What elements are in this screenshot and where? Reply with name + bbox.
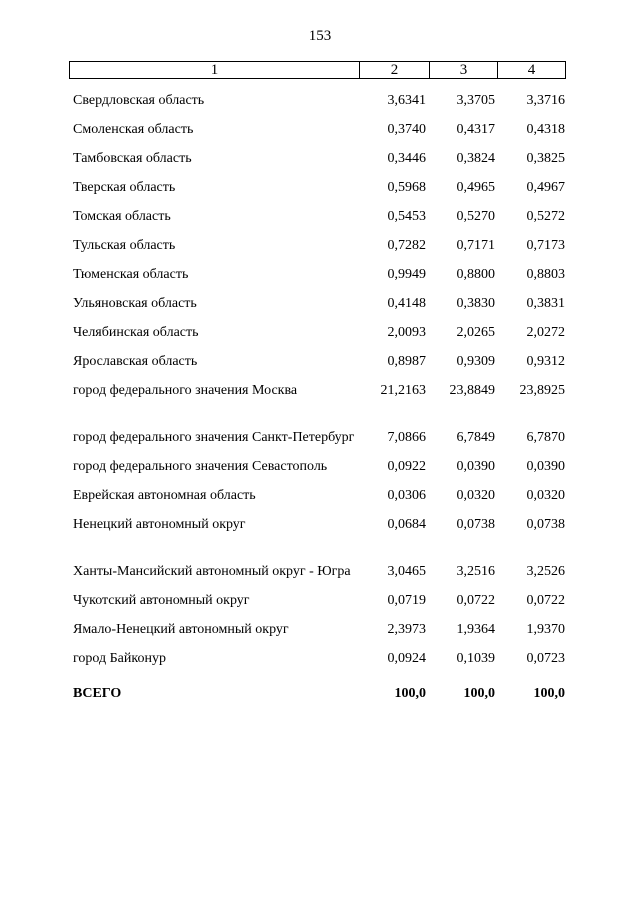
value-col-4: 3,3716 — [526, 93, 565, 108]
total-label: ВСЕГО — [73, 686, 122, 701]
value-col-3: 0,0320 — [456, 488, 495, 503]
value-col-2: 0,7282 — [387, 238, 426, 253]
value-col-4: 0,0722 — [526, 593, 565, 608]
region-name: Челябинская область — [73, 325, 199, 340]
table-header — [69, 61, 566, 79]
value-col-2: 0,3446 — [387, 151, 426, 166]
value-col-2: 0,5968 — [387, 180, 426, 195]
total-col-4: 100,0 — [533, 686, 565, 701]
value-col-4: 3,2526 — [526, 564, 565, 579]
table-row — [73, 345, 568, 374]
table-row — [73, 450, 568, 479]
value-col-2: 3,0465 — [387, 564, 426, 579]
region-name: Тамбовская область — [73, 151, 192, 166]
header-col-3: 3 — [430, 62, 498, 78]
value-col-2: 0,9949 — [387, 267, 426, 282]
value-col-3: 3,3705 — [456, 93, 495, 108]
region-name: город Байконур — [73, 651, 166, 666]
value-col-3: 0,8800 — [456, 267, 495, 282]
value-col-3: 0,0390 — [456, 459, 495, 474]
value-col-2: 0,0924 — [387, 651, 426, 666]
header-col-2: 2 — [360, 62, 430, 78]
value-col-4: 0,9312 — [526, 354, 565, 369]
value-col-2: 0,3740 — [387, 122, 426, 137]
region-name: город федерального значения Москва — [73, 383, 298, 398]
value-col-3: 3,2516 — [456, 564, 495, 579]
value-col-2: 7,0866 — [387, 430, 426, 445]
value-col-4: 0,0390 — [526, 459, 565, 474]
value-col-2: 21,2163 — [380, 383, 426, 398]
value-col-4: 0,3831 — [526, 296, 565, 311]
header-col-4: 4 — [527, 61, 536, 78]
region-name: Ульяновская область — [73, 296, 197, 311]
value-col-3: 0,0722 — [456, 593, 495, 608]
table-row — [73, 258, 568, 287]
region-name: Тюменская область — [73, 267, 189, 282]
table-row — [73, 537, 568, 584]
table-row — [73, 642, 568, 671]
value-col-4: 0,8803 — [526, 267, 565, 282]
region-name: город федерального значения Севастополь — [73, 459, 328, 474]
value-col-3: 6,7849 — [456, 430, 495, 445]
table-row — [73, 142, 568, 171]
total-row — [73, 685, 568, 702]
value-col-4: 0,4318 — [526, 122, 565, 137]
region-name: Чукотский автономный округ — [73, 593, 250, 608]
value-col-4: 6,7870 — [526, 430, 565, 445]
total-col-2: 100,0 — [394, 686, 426, 701]
table-row — [73, 200, 568, 229]
value-col-4: 0,7173 — [526, 238, 565, 253]
value-col-3: 0,5270 — [456, 209, 495, 224]
region-name: Ямало-Ненецкий автономный округ — [73, 622, 289, 637]
region-name: Еврейская автономная область — [73, 488, 256, 503]
value-col-4: 0,0320 — [526, 488, 565, 503]
value-col-2: 0,4148 — [387, 296, 426, 311]
value-col-4: 0,3825 — [526, 151, 565, 166]
value-col-4: 0,4967 — [526, 180, 565, 195]
header-col-1: 1 — [70, 62, 360, 78]
table-row — [73, 374, 568, 403]
value-col-3: 1,9364 — [456, 622, 495, 637]
value-col-2: 0,8987 — [387, 354, 426, 369]
value-col-2: 0,0719 — [387, 593, 426, 608]
value-col-3: 0,0738 — [456, 517, 495, 532]
value-col-2: 0,0306 — [387, 488, 426, 503]
region-name: Ненецкий автономный округ — [73, 517, 246, 532]
value-col-3: 0,3824 — [456, 151, 495, 166]
value-col-3: 0,1039 — [456, 651, 495, 666]
value-col-3: 0,4965 — [456, 180, 495, 195]
region-name: Томская область — [73, 209, 171, 224]
value-col-3: 0,9309 — [456, 354, 495, 369]
value-col-2: 3,6341 — [387, 93, 426, 108]
value-col-3: 23,8849 — [449, 383, 495, 398]
region-name: Ярославская область — [73, 354, 198, 369]
region-name: Смоленская область — [73, 122, 194, 137]
region-name: Тверская область — [73, 180, 176, 195]
value-col-4: 0,0723 — [526, 651, 565, 666]
value-col-4: 2,0272 — [526, 325, 565, 340]
region-name: Тульская область — [73, 238, 176, 253]
table-row — [73, 113, 568, 142]
value-col-3: 0,7171 — [456, 238, 495, 253]
value-col-3: 2,0265 — [456, 325, 495, 340]
total-col-3: 100,0 — [463, 686, 495, 701]
table-row — [73, 84, 568, 113]
value-col-4: 0,5272 — [526, 209, 565, 224]
value-col-2: 2,3973 — [387, 622, 426, 637]
table-row — [73, 584, 568, 613]
table-row — [73, 508, 568, 537]
value-col-2: 2,0093 — [387, 325, 426, 340]
table-row — [73, 316, 568, 345]
value-col-2: 0,0922 — [387, 459, 426, 474]
table-row — [73, 229, 568, 258]
value-col-4: 1,9370 — [526, 622, 565, 637]
table-row — [73, 171, 568, 200]
value-col-4: 23,8925 — [519, 383, 565, 398]
region-name: Ханты-Мансийский автономный округ - Югра — [73, 564, 351, 579]
value-col-3: 0,4317 — [456, 122, 495, 137]
value-col-2: 0,5453 — [387, 209, 426, 224]
table-row — [73, 479, 568, 508]
value-col-4: 0,0738 — [526, 517, 565, 532]
page-number: 153 — [308, 28, 332, 44]
table-row — [73, 403, 568, 450]
table-row — [73, 287, 568, 316]
value-col-3: 0,3830 — [456, 296, 495, 311]
table-body — [73, 84, 568, 671]
region-name: Свердловская область — [73, 93, 205, 108]
region-name: город федерального значения Санкт-Петербург — [73, 430, 355, 445]
value-col-2: 0,0684 — [387, 517, 426, 532]
table-row — [73, 613, 568, 642]
